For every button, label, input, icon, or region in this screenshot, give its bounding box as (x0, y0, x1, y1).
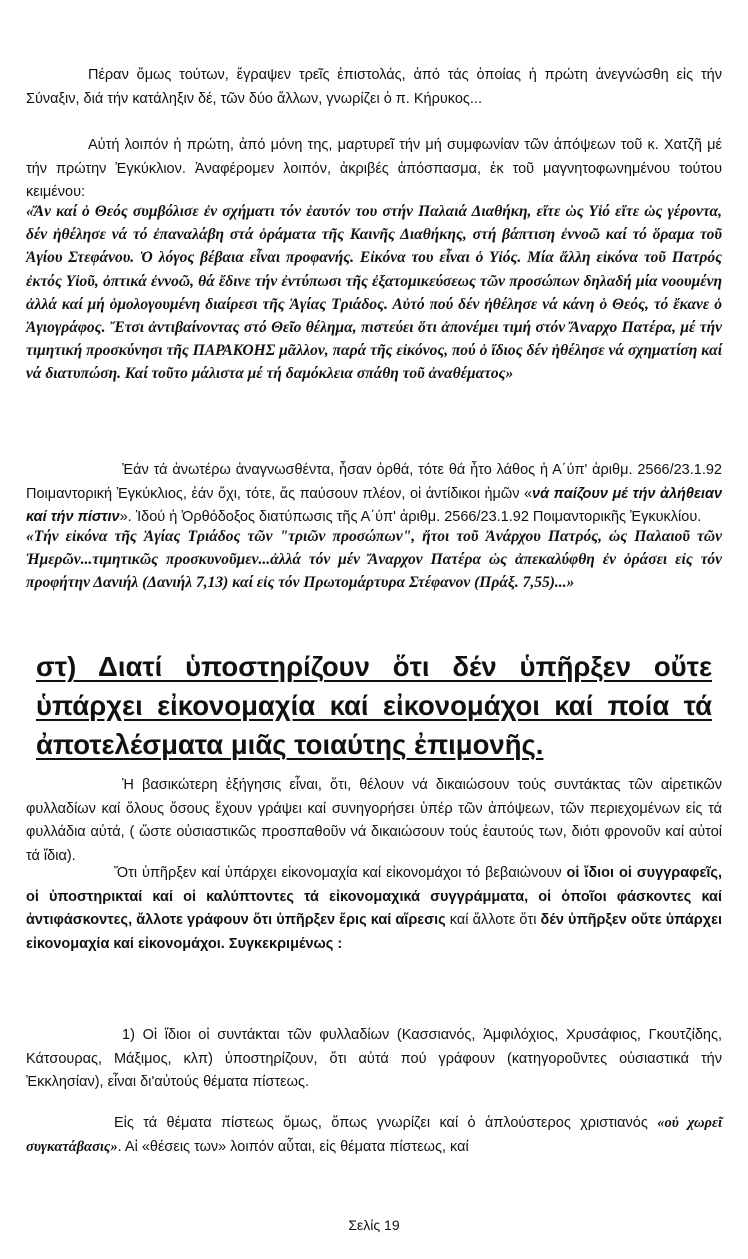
paragraph-explanation: Ἡ βασικώτερη ἐξήγησις εἶναι, ὅτι, θέλουν νά δικαιώσουν τούς συντάκτας τῶν αἱρετικῶν φυλλαδίων καί ὅλους ὅσους ἔχουν γράψει καί συνηγορήσει ὑπέρ τῶν ἀπόψεων, τῶν περιεχομένων εἰς τά φυλλάδια αὐτά, ( ὥστε οὐσιαστικῶς προσπαθοῦν νά δικαιώσουν τούς ἑαυτούς των, διότι φρονοῦν καί αὐτοί τά ἴδια). (26, 777, 722, 864)
paragraph-encyclical (26, 459, 722, 530)
paragraph-evidence-text-b: καί ἄλλοτε ὅτι (445, 912, 541, 928)
paragraph-faith-text-a: Εἰς τά θέματα πίστεως ὅμως, ὅπως γνωρίζει καί ὁ ἁπλούστερος χριστιανός (114, 1115, 658, 1131)
paragraph-encyclical-text-b: ». Ἰδού ἡ Ὀρθόδοξος διατύπωσις τῆς Α΄ύπ' ἀριθμ. 2566/23.1.92 Ποιμαντορικῆς Ἐγκυκλίου. (119, 509, 702, 525)
paragraph-evidence-text-a: Ὅτι ὑπῆρξεν καί ὑπάρχει εἰκονομαχία καί εἰκονομάχοι τό βεβαιώνουν (114, 865, 567, 881)
paragraph-encyclical-text-a: Ἐάν τά ἀνωτέρω ἀναγνωσθέντα, ἦσαν ὀρθά, τότε θά ἦτο λάθος ἡ Α΄ύπ' ἀριθμ. 2566/23.1.92 Ποιμαντορική Ἐγκύκλιος, ἐάν ὄχι, τότε, ἄς παύσουν πλέον, οἱ ἀντίδικοι ἡμῶν « (26, 462, 722, 502)
paragraph-evidence-emphasis-1: οἱ ἴδιοι οἱ συγγραφεῖς, οἱ ὑποστηρικταί καί οἱ καλύπτοντες τά εἰκονομαχικά συγγράμματα, οἱ ὁποῖοι φάσκοντες καί ἀντιφάσκοντες, ἄλλοτε γράφουν ὅτι ὑπῆρξεν ἔρις καί αἵρεσις (26, 865, 722, 928)
paragraph-point-1: 1) Οἱ ἴδιοι οἱ συντάκται τῶν φυλλαδίων (Κασσιανός, Ἀμφιλόχιος, Χρυσάφιος, Γκουτζίδης, Κάτσουρας, Μάξιμος, κλπ) ὑποστηρίζουν, ὅτι αὐτά πού γράφουν (κατηγοροῦντες οὐσιαστικά τήν Ἐκκλησίαν), εἶναι δι'αὐτούς θέματα πίστεως. (26, 1027, 722, 1090)
paragraph-intro: Πέραν ὅμως τούτων, ἔγραψεν τρεῖς ἐπιστολάς, ἀπό τάς ὁποίας ἡ πρώτη ἀνεγνώσθη εἰς τήν Σύναξιν, διά τήν κατάληξιν δέ, τῶν δύο ἄλλων, γνωρίζει ὁ π. Κήρυκος... (26, 67, 722, 107)
quote-transcript: «Ἄν καί ὁ Θεός συμβόλισε ἐν σχήματι τόν ἑαυτόν του στήν Παλαιά Διαθήκη, εἴτε ὡς Υἱό εἴτε ὡς γέροντα, δέν ἠθέλησε νά τό ἐπαναλάβη στά ὁράματα τῆς Καινῆς Διαθήκης, στή βάπτιση ἐννοῶ καί τό ὅραμα τοῦ Ἁγίου Στεφάνου. Ὁ λόγος βέβαια εἶναι προφανής. Εἰκόνα του εἶναι ὁ Υἱός. Μία ἄλλη εἰκόνα τοῦ Πατρός ἐκτός Υἱοῦ, ὀπτικά ἐννοῶ, θά ἔδινε τήν ἐντύπωσι τῆς ἐξατομικεύσεως τῶν προσώπων δηλαδή μία νοουμένη ἀλλά καί μή ὁμολογουμένη διαίρεσι τῆς Ἁγίας Τριάδος. Αὐτό πού δέν ἠθέλησε νά κάνη ὁ Θεός, τό ἔκανε ὁ Ἁγιογράφος. Ἔτσι ἀντιβαίνοντας στό Θεῖο θέλημα, πιστεύει ὅτι ἀπονέμει τιμή στόν Ἄναρχο Πατέρα, μέ τήν τιμητική προσκύνησι τῆς ΠΑΡΑΚΟΗΣ μᾶλλον, παρά τῆς εἰκόνος, πού ὁ ἴδιος δέν ἠθέλησε νά σχηματίση καί νά διατυπώση. Καί τοῦτο μάλιστα μέ τή δαμόκλεια σπάθη τοῦ ἀναθέματος» (26, 203, 722, 383)
paragraph-faith (26, 1112, 722, 1159)
quote-encyclical: «Τήν εἰκόνα τῆς Ἁγίας Τριάδος τῶν "τριῶν προσώπων", ἤτοι τοῦ Ἀνάρχου Πατρός, ὡς Παλαιοῦ τῶν Ἡμερῶν...τιμητικῶς προσκυνοῦμεν...ἀλλά τόν μέν Ἄναρχον Πατέρα ὡς ἀπεκαλύφθη ἐν ὁράσει εἰς τόν προφήτην Δανιήλ (Δανιήλ 7,13) καί εἰς τόν Πρωτομάρτυρα Στέφανον (Πράξ. 7,55)...» (26, 528, 722, 592)
paragraph-faith-emphasis: «οὐ χωρεῖ συγκατάβασις» (26, 1115, 722, 1155)
paragraph-faith-text-b: . Αἱ «θέσεις των» λοιπόν αὗται, εἰς θέματα πίστεως, καί (117, 1138, 469, 1155)
paragraph-first-letter: Αὐτή λοιπόν ἡ πρώτη, ἀπό μόνη της, μαρτυρεῖ τήν μή συμφωνίαν τῶν ἀπόψεων τοῦ κ. Χατζῆ μέ τήν πρώτην Ἐγκύκλιον. Ἀναφέρομεν λοιπόν, ἀκριβές ἀπόσπασμα, ἐκ τοῦ μαγνητοφωνημένου τούτου κειμένου: (26, 137, 722, 200)
section-heading: στ) Διατί ὑποστηρίζουν ὅτι δέν ὑπῆρξεν οὔτε ὑπάρχει εἰκονομαχία καί εἰκονομάχοι καί ποία τά ἀποτελέσματα μιᾶς τοιαύτης ἐπιμονῆς. (36, 651, 712, 760)
paragraph-evidence (26, 862, 722, 956)
paragraph-evidence-emphasis-2: δέν ὑπῆρξεν οὔτε ὑπάρχει εἰκονομαχία καί εἰκονομάχοι. Συγκεκριμένως : (26, 912, 722, 952)
page-number: Σελίς 19 (348, 1217, 400, 1233)
paragraph-encyclical-emphasis: νά παίζουν μέ τήν ἀλήθειαν καί τήν πίστιν (26, 485, 723, 525)
